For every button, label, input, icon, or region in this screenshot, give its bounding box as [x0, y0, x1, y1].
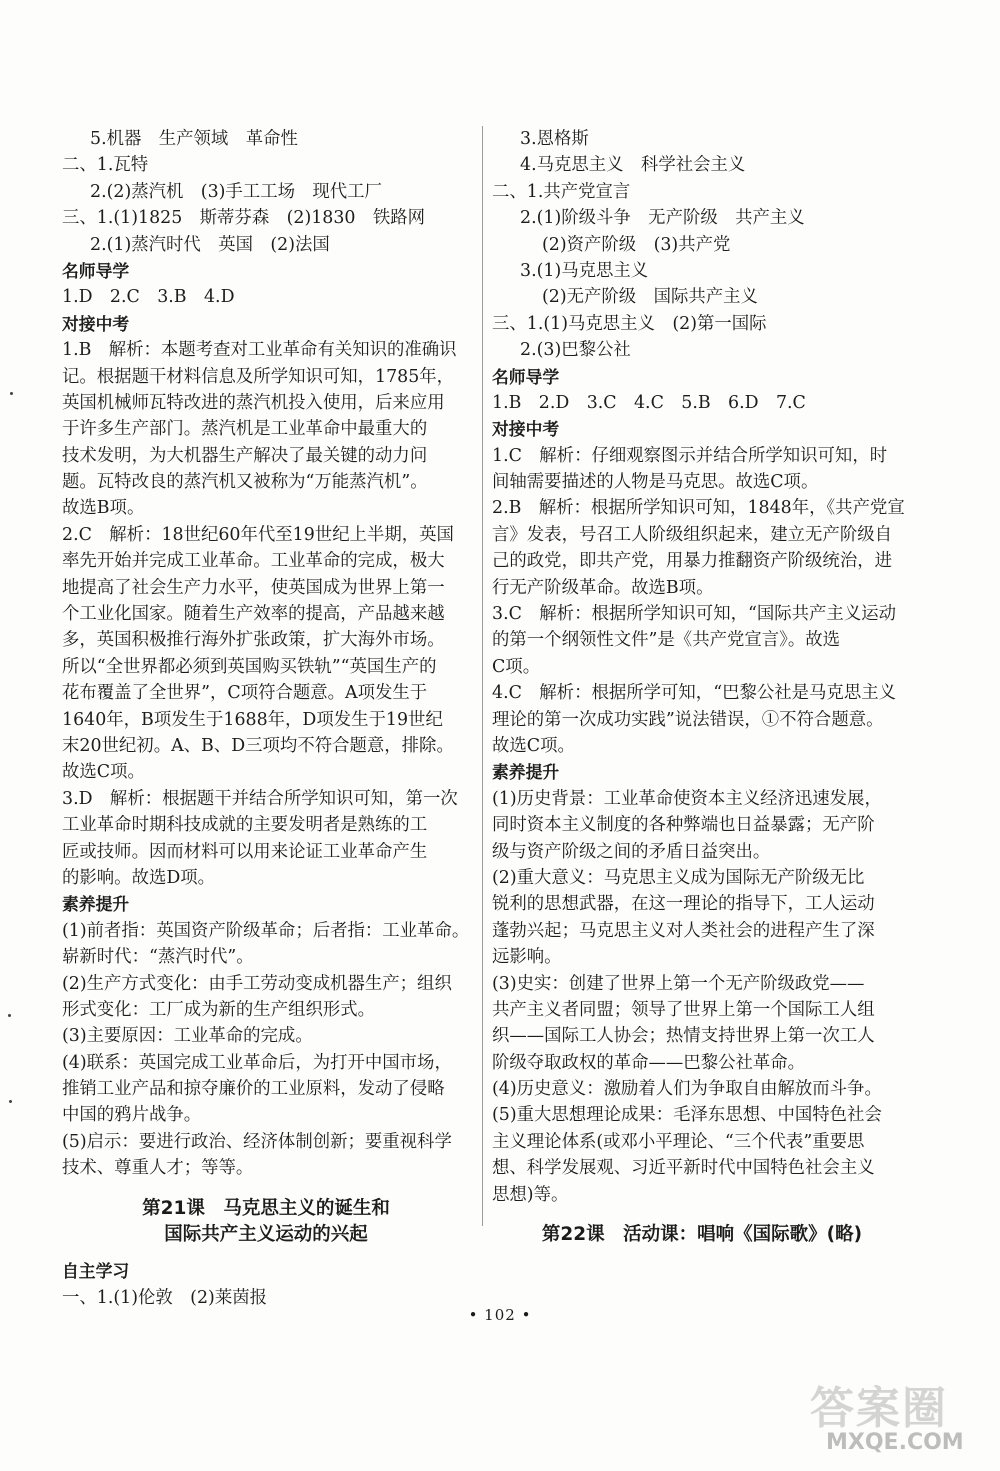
text-line: (2)资产阶级 (3)共产党 [542, 234, 731, 255]
text-line: (2)重大意义：马克思主义成为国际无产阶级无比 [492, 867, 865, 888]
section-heading: 国际共产主义运动的兴起 [164, 1224, 368, 1246]
section-heading: 对接中考 [492, 419, 560, 440]
text-line: 5.机器 生产领域 革命性 [90, 129, 298, 149]
text-line: 3.D 解析：根据题干并结合所学知识可知，第一次 [62, 788, 458, 809]
text-line: 远影响。 [492, 947, 562, 968]
text-line: 3.C 解析：根据所学知识可知，“国际共产主义运动 [492, 604, 896, 625]
text-line: 蓬勃兴起；马克思主义对人类社会的进程产生了深 [492, 920, 875, 941]
text-line: 于许多生产部门。蒸汽机是工业革命中最重大的 [62, 419, 428, 440]
text-line: 阶级夺取政权的革命——巴黎公社革命。 [492, 1052, 806, 1073]
text-line: 所以“全世界都必须到英国购买铁轨”“英国生产的 [62, 656, 437, 677]
text-line: 二、1.瓦特 [62, 155, 149, 176]
text-line: 形式变化：工厂成为新的生产组织形式。 [62, 999, 376, 1020]
watermark-text: 答案圈 [810, 1383, 948, 1434]
watermark-logo [810, 1372, 990, 1462]
text-line: (2)生产方式变化：由手工劳动变成机器生产；组织 [62, 973, 452, 994]
text-line: 2.(1)阶级斗争 无产阶级 共产主义 [520, 208, 805, 229]
text-line: 2.(3)巴黎公社 [520, 340, 631, 361]
text-line: 级与资产阶级之间的矛盾日益突出。 [492, 841, 771, 862]
text-line: 花布覆盖了全世界”，C项符合题意。A项发生于 [62, 683, 428, 704]
scan-speck [8, 1014, 11, 1017]
text-line: 一、1.(1)伦敦 (2)莱茵报 [62, 1287, 267, 1308]
scan-speck [9, 1100, 12, 1103]
text-line: 三、1.(1)1825 斯蒂芬森 (2)1830 铁路网 [62, 208, 426, 229]
text-line: 3.恩格斯 [520, 129, 589, 149]
text-line: (3)主要原因：工业革命的完成。 [62, 1026, 313, 1047]
text-line: (4)历史意义：激励着人们为争取自由解放而斗争。 [492, 1079, 882, 1100]
text-line: 4.C 解析：根据所学可知，“巴黎公社是马克思主义 [492, 683, 896, 704]
text-line: 1640年，B项发生于1688年，D项发生于19世纪 [62, 709, 443, 730]
text-line: 故选C项。 [62, 762, 145, 783]
section-heading: 第22课 活动课：唱响《国际歌》(略) [541, 1224, 863, 1246]
text-line: 4.马克思主义 科学社会主义 [520, 155, 746, 176]
section-heading: 素养提升 [62, 894, 130, 915]
text-line: 技术发明，为大机器生产解决了最关键的动力问 [62, 445, 428, 466]
text-line: (1)前者指：英国资产阶级革命；后者指：工业革命。 [62, 920, 470, 941]
section-heading: 自主学习 [62, 1261, 130, 1282]
text-line: 2.B 解析：根据所学知识可知，1848年，《共产党宣 [492, 498, 905, 519]
column-divider [482, 126, 483, 1226]
text-line: 同时资本主义制度的各种弊端也日益暴露；无产阶 [492, 815, 875, 836]
text-line: 2.(2)蒸汽机 (3)手工工场 现代工厂 [90, 181, 382, 202]
text-line: 崭新时代：“蒸汽时代”。 [62, 947, 254, 968]
scan-speck [10, 392, 13, 395]
text-line: 3.(1)马克思主义 [520, 260, 649, 281]
text-line: 个工业化国家。随着生产效率的提高，产品越来越 [62, 604, 445, 625]
text-line: C项。 [492, 656, 541, 677]
text-line: (5)重大思想理论成果：毛泽东思想、中国特色社会 [492, 1105, 882, 1126]
text-line: 推销工业产品和掠夺廉价的工业原料，发动了侵略 [62, 1079, 445, 1100]
section-heading: 名师导学 [62, 260, 130, 281]
text-line: 2.(1)蒸汽时代 英国 (2)法国 [90, 234, 330, 255]
section-heading: 第21课 马克思主义的诞生和 [142, 1197, 390, 1219]
text-line: 三、1.(1)马克思主义 (2)第一国际 [492, 313, 767, 334]
text-line: 地提高了社会生产力水平，使英国成为世界上第一 [62, 577, 445, 598]
text-line: 匠或技师。因而材料可以用来论证工业革命产生 [62, 841, 428, 862]
left-column [62, 126, 470, 1311]
text-line: 记。根据题干材料信息及所学知识可知，1785年， [62, 366, 455, 387]
text-line: 的第一个纲领性文件”是《共产党宣言》。故选 [492, 630, 841, 651]
text-line: 题。瓦特改良的蒸汽机又被称为“万能蒸汽机”。 [62, 472, 428, 493]
text-line: 共产主义者同盟；领导了世界上第一个国际工人组 [492, 999, 875, 1020]
text-line: 故选B项。 [62, 498, 145, 519]
text-line: 言》发表，号召工人阶级组织起来，建立无产阶级自 [492, 524, 892, 545]
text-line: 1.B 2.D 3.C 4.C 5.B 6.D 7.C [492, 392, 806, 413]
text-line: 1.D 2.C 3.B 4.D [62, 287, 235, 308]
text-line: 思想)等。 [492, 1184, 569, 1205]
text-line: (5)启示：要进行政治、经济体制创新；要重视科学 [62, 1131, 452, 1152]
section-heading: 名师导学 [492, 366, 560, 387]
text-line: 英国机械师瓦特改进的蒸汽机投入使用，后来应用 [62, 392, 445, 413]
text-line: 二、1.共产党宣言 [492, 181, 631, 202]
text-line: 织——国际工人协会；热情支持世界上第一次工人 [492, 1026, 875, 1047]
text-line: 己的政党，即共产党，用暴力推翻资产阶级统治，进 [492, 551, 892, 572]
text-line: 想、科学发展观、习近平新时代中国特色社会主义 [492, 1158, 875, 1179]
text-line: (4)联系：英国完成工业革命后，为打开中国市场， [62, 1052, 452, 1073]
text-line: 1.C 解析：仔细观察图示并结合所学知识可知，时 [492, 445, 888, 466]
page-number: • 102 • [468, 1306, 532, 1324]
right-column [492, 126, 912, 1248]
text-line: 中国的鸦片战争。 [62, 1105, 202, 1126]
text-line: 1.B 解析：本题考查对工业革命有关知识的准确识 [62, 340, 457, 361]
text-line: (2)无产阶级 国际共产主义 [542, 287, 758, 308]
text-line: 技术、尊重人才；等等。 [62, 1158, 254, 1179]
text-line: 的影响。故选D项。 [62, 867, 216, 888]
text-line: 2.C 解析：18世纪60年代至19世纪上半期，英国 [62, 524, 454, 545]
text-line: 末20世纪初。A、B、D三项均不符合题意，排除。 [62, 735, 454, 756]
text-line: 行无产阶级革命。故选B项。 [492, 577, 714, 598]
text-line: 率先开始并完成工业革命。工业革命的完成，极大 [62, 551, 445, 572]
text-line: (3)史实：创建了世界上第一个无产阶级政党—— [492, 973, 865, 994]
watermark-url: MXQE.COM [826, 1430, 964, 1455]
text-line: 故选C项。 [492, 735, 575, 756]
text-line: 理论的第一次成功实践”说法错误，①不符合题意。 [492, 709, 884, 730]
text-line: 锐利的思想武器，在这一理论的指导下，工人运动 [492, 894, 875, 915]
text-line: (1)历史背景：工业革命使资本主义经济迅速发展， [492, 788, 882, 809]
text-line: 工业革命时期科技成就的主要发明者是熟练的工 [62, 815, 428, 836]
text-line: 间轴需要描述的人物是马克思。故选C项。 [492, 472, 819, 493]
text-line: 多，英国积极推行海外扩张政策，扩大海外市场。 [62, 630, 445, 651]
text-line: 主义理论体系(或邓小平理论、“三个代表”重要思 [492, 1131, 865, 1152]
section-heading: 对接中考 [62, 313, 130, 334]
section-heading: 素养提升 [492, 762, 560, 783]
